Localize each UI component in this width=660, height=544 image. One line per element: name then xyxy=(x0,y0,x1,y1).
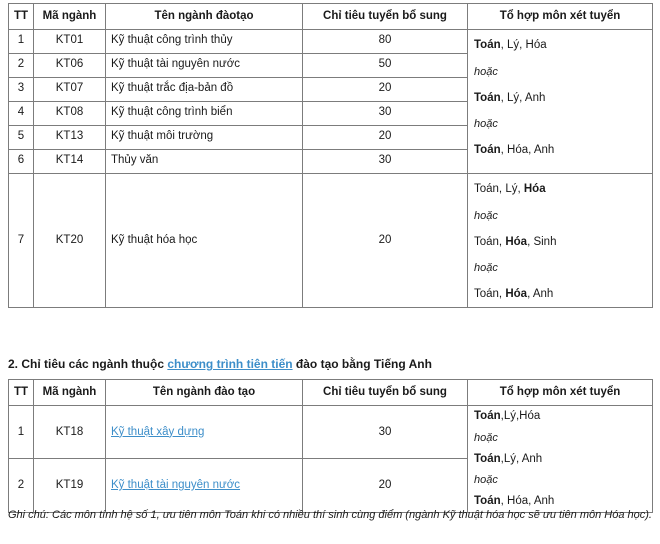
subject-combination-list xyxy=(468,174,652,307)
col-header-ten-nganh-label: Tên ngành đàotạo xyxy=(154,10,254,22)
admission-table-primary xyxy=(8,3,653,308)
subject-bold: Toán xyxy=(474,39,501,52)
cell-to-hop-group xyxy=(468,406,653,513)
cell-tt: 2 xyxy=(9,459,34,512)
col-header-tt-label: TT xyxy=(14,386,29,398)
subject-bold: Hóa xyxy=(505,288,528,301)
col-header-to-hop xyxy=(468,380,653,406)
col-header-tt xyxy=(9,4,34,30)
cell-chi-tieu: 20 xyxy=(303,174,468,308)
cell-ten-nganh: Kỹ thuật công trình thủy xyxy=(106,30,303,54)
cell-ten-nganh xyxy=(106,459,303,512)
cell-chi-tieu: 20 xyxy=(303,78,468,102)
cell-tt: 2 xyxy=(9,54,34,78)
subject-bold: Toán xyxy=(474,410,501,423)
cell-chi-tieu: 30 xyxy=(303,406,468,459)
cell-tt: 7 xyxy=(9,174,34,308)
subject-combination-2 xyxy=(474,93,652,120)
subject-rest: , Lý, Hóa xyxy=(500,39,547,52)
col-header-chi-tieu-label: Chỉ tiêu tuyển bổ sung xyxy=(323,10,447,22)
separator-hoac-1: hoặc xyxy=(474,65,498,78)
subject-bold: Toán xyxy=(474,452,501,465)
cell-chi-tieu: 30 xyxy=(303,102,468,126)
subject-rest: , Hóa, Anh xyxy=(500,144,555,157)
cell-tt: 5 xyxy=(9,126,34,150)
separator-hoac-2: hoặc xyxy=(474,118,498,131)
subject-rest: , Lý, Anh xyxy=(500,91,546,104)
table-row xyxy=(9,174,653,308)
col-header-ten-nganh-label: Tên ngành đào tạo xyxy=(152,386,256,398)
cell-ma-nganh: KT13 xyxy=(34,126,106,150)
cell-chi-tieu: 80 xyxy=(303,30,468,54)
link-nganh-kt19[interactable]: Kỹ thuật tài nguyên nước xyxy=(111,478,241,491)
table-row xyxy=(9,406,653,459)
cell-to-hop-group-b xyxy=(468,174,653,308)
subject-rest: ,Lý,Hóa xyxy=(500,410,541,423)
cell-chi-tieu: 20 xyxy=(303,126,468,150)
cell-ten-nganh: Kỹ thuật tài nguyên nước xyxy=(106,54,303,78)
cell-chi-tieu: 30 xyxy=(303,150,468,174)
subject-combination-2 xyxy=(474,237,652,264)
section-2-heading-prefix: 2. Chỉ tiêu các ngành thuộc xyxy=(8,357,168,371)
cell-tt: 1 xyxy=(9,30,34,54)
table-header-row xyxy=(9,4,653,30)
cell-to-hop-group-a xyxy=(468,30,653,174)
section-2-heading-suffix: đào tạo bằng Tiếng Anh xyxy=(292,357,432,371)
subject-combination-1 xyxy=(474,184,652,211)
subject-rest: , Anh xyxy=(527,288,554,301)
cell-tt: 6 xyxy=(9,150,34,174)
separator-hoac-2: hoặc xyxy=(474,474,498,487)
cell-ten-nganh: Kỹ thuật công trình biển xyxy=(106,102,303,126)
subject-combination-list xyxy=(468,406,652,512)
subject-combination-3 xyxy=(474,145,652,157)
cell-chi-tieu: 50 xyxy=(303,54,468,78)
subject-combination-2 xyxy=(474,454,652,476)
cell-ten-nganh: Kỹ thuật trắc địa-bản đồ xyxy=(106,78,303,102)
subject-rest: Toán, Lý, xyxy=(474,183,524,196)
cell-ma-nganh: KT07 xyxy=(34,78,106,102)
col-header-chi-tieu xyxy=(303,380,468,406)
section-2-heading xyxy=(8,357,432,371)
footnote-text: Ghi chú: Các môn tính hệ số 1, ưu tiên môn Toán khi có nhiều thí sinh cùng điểm (ngành Kỹ thuật hóa học sẽ ưu tiên môn Hóa học). xyxy=(8,509,652,521)
link-chuong-trinh-tien-tien[interactable]: chương trình tiên tiến xyxy=(167,357,293,371)
cell-ten-nganh: Kỹ thuật hóa học xyxy=(106,174,303,308)
separator-hoac-1: hoặc xyxy=(474,209,498,222)
cell-ten-nganh: Kỹ thuật môi trường xyxy=(106,126,303,150)
cell-chi-tieu: 20 xyxy=(303,459,468,512)
cell-ten-nganh xyxy=(106,406,303,459)
subject-bold: Hóa xyxy=(523,183,546,196)
cell-ma-nganh: KT19 xyxy=(34,459,106,512)
subject-rest: ,Lý, Anh xyxy=(500,452,543,465)
subject-combination-list xyxy=(468,30,652,163)
col-header-to-hop xyxy=(468,4,653,30)
col-header-ma-nganh xyxy=(34,4,106,30)
cell-ten-nganh: Thủy văn xyxy=(106,150,303,174)
subject-rest: , Sinh xyxy=(527,235,557,248)
subject-rest: Toán, xyxy=(474,235,506,248)
col-header-to-hop-label: Tổ hợp môn xét tuyển xyxy=(499,386,621,398)
cell-ma-nganh: KT14 xyxy=(34,150,106,174)
subject-bold: Hóa xyxy=(505,235,528,248)
admission-table-advanced-program xyxy=(8,379,653,513)
col-header-chi-tieu-label: Chỉ tiêu tuyển bổ sung xyxy=(323,386,447,398)
subject-rest: Toán, xyxy=(474,288,506,301)
cell-ma-nganh: KT18 xyxy=(34,406,106,459)
separator-hoac-2: hoặc xyxy=(474,262,498,275)
subject-bold: Toán xyxy=(474,91,501,104)
col-header-ten-nganh xyxy=(106,380,303,406)
col-header-ma-nganh-label: Mã ngành xyxy=(42,10,97,22)
col-header-ten-nganh xyxy=(106,4,303,30)
cell-ma-nganh: KT06 xyxy=(34,54,106,78)
subject-combination-1 xyxy=(474,411,652,433)
cell-ma-nganh: KT08 xyxy=(34,102,106,126)
subject-combination-3 xyxy=(474,289,652,301)
cell-ma-nganh: KT01 xyxy=(34,30,106,54)
subject-combination-1 xyxy=(474,40,652,67)
separator-hoac-1: hoặc xyxy=(474,431,498,444)
table-row xyxy=(9,30,653,54)
col-header-chi-tieu xyxy=(303,4,468,30)
cell-tt: 3 xyxy=(9,78,34,102)
cell-tt: 4 xyxy=(9,102,34,126)
table-header-row xyxy=(9,380,653,406)
col-header-tt-label: TT xyxy=(14,10,29,22)
cell-ma-nganh: KT20 xyxy=(34,174,106,308)
col-header-ma-nganh xyxy=(34,380,106,406)
col-header-tt xyxy=(9,380,34,406)
subject-bold: Toán xyxy=(474,144,501,157)
subject-bold: Toán xyxy=(474,495,501,508)
col-header-to-hop-label: Tổ hợp môn xét tuyển xyxy=(499,10,621,22)
col-header-ma-nganh-label: Mã ngành xyxy=(42,386,97,398)
subject-rest: , Hóa, Anh xyxy=(500,495,555,508)
link-nganh-kt18[interactable]: Kỹ thuật xây dựng xyxy=(111,425,205,438)
cell-tt: 1 xyxy=(9,406,34,459)
